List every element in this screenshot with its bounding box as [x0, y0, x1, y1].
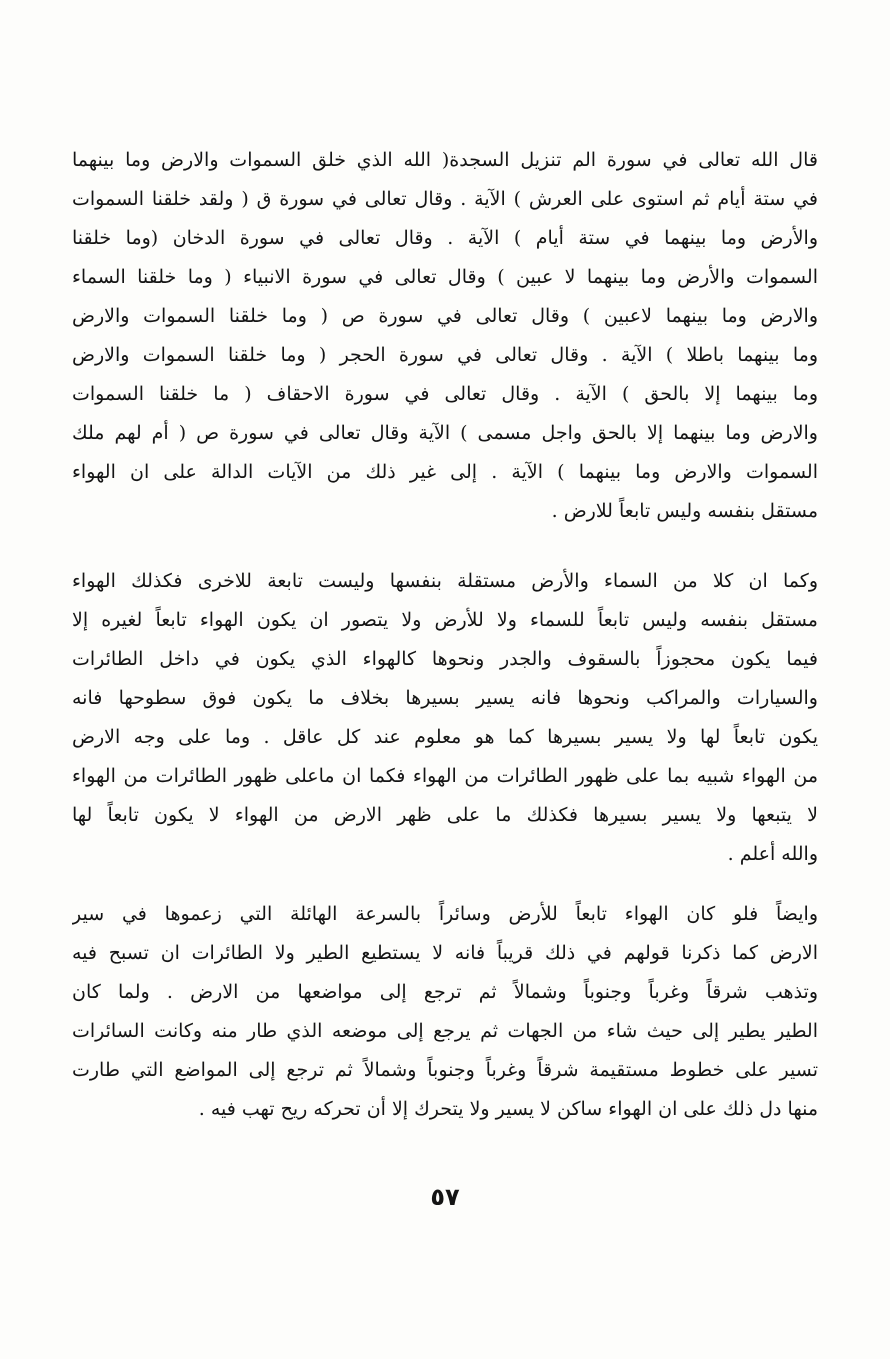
text-line: مستقل بنفسه وليس تابعاً للارض .: [551, 500, 818, 522]
paragraph-birds-argument: [72, 895, 818, 1129]
text-line: يكون تابعاً لها ولا يسير بسيرها كما هو معلوم عند كل عاقل . وما على وجه الارض: [72, 726, 818, 748]
text-line: تسير على خطوط مستقيمة شرقاً وغرباً وجنوباً وشمالاً ثم ترجع إلى المواضع التي طارت: [72, 1059, 818, 1081]
text-line: مستقل بنفسه وليس تابعاً للسماء ولا للأرض ولا يتصور ان يكون الهواء تابعاً لغيره إلا: [72, 609, 818, 631]
text-line: لا يتبعها ولا يسير بسيرها فكذلك ما على ظهر الارض من الهواء لا يكون تابعاً لها: [72, 804, 818, 826]
text-line: وايضاً فلو كان الهواء تابعاً للأرض وسائراً بالسرعة الهائلة التي زعموها في سير: [72, 903, 818, 925]
text-line: والارض وما بينهما لاعبين ) وقال تعالى في سورة ص ( وما خلقنا السموات والارض: [72, 305, 818, 327]
text-line: وكما ان كلا من السماء والأرض مستقلة بنفسها وليست تابعة للاخرى فكذلك الهواء: [72, 570, 818, 592]
text-line: فيما يكون محجوزاً بالسقوف والجدر ونحوها كالهواء الذي يكون في داخل الطائرات: [72, 648, 818, 670]
text-line: وتذهب شرقاً وغرباً وجنوباً وشمالاً ثم ترجع إلى مواضعها من الارض . ولما كان: [72, 981, 818, 1003]
text-line: الارض كما ذكرنا قولهم في ذلك قريباً فانه لا يستطيع الطير ولا الطائرات ان تسبح فيه: [72, 942, 818, 964]
page-number: ٥٧: [430, 1183, 460, 1211]
text-line: والارض وما بينهما إلا بالحق واجل مسمى ) الآية وقال تعالى في سورة ص ( أم لهم ملك: [72, 422, 818, 444]
text-line: وما بينهما باطلا ) الآية . وقال تعالى في سورة الحجر ( وما خلقنا السموات والارض: [72, 344, 818, 366]
text-line: في ستة أيام ثم استوى على العرش ) الآية . وقال تعالى في سورة ق ( ولقد خلقنا السموات: [72, 188, 818, 210]
text-line: الطير يطير إلى حيث شاء من الجهات ثم يرجع إلى موضعه الذي طار منه وكانت السائرات: [72, 1020, 818, 1042]
paragraph-air-independence: [72, 562, 818, 874]
paragraph-quran-verses: [72, 141, 818, 531]
text-line: السموات والأرض وما بينهما لا عبين ) وقال تعالى في سورة الانبياء ( وما خلقنا السماء: [72, 266, 818, 288]
text-line: قال الله تعالى في سورة الم تنزيل السجدة( الله الذي خلق السموات والارض وما بينهما: [72, 149, 818, 171]
text-line: وما بينهما إلا بالحق ) الآية . وقال تعالى في سورة الاحقاف ( ما خلقنا السموات: [72, 383, 818, 405]
text-line: من الهواء شبيه بما على ظهور الطائرات من الهواء فكما ان ماعلى ظهور الطائرات من الهواء: [72, 765, 818, 787]
text-line: والسيارات والمراكب ونحوها فانه يسير بسيرها بخلاف ما يكون فوق سطوحها فانه: [72, 687, 818, 709]
text-line: السموات والارض وما بينهما ) الآية . إلى غير ذلك من الآيات الدالة على ان الهواء: [72, 461, 818, 483]
text-line: والأرض وما بينهما في ستة أيام ) الآية . وقال تعالى في سورة الدخان (وما خلقنا: [72, 227, 818, 249]
text-line: منها دل ذلك على ان الهواء ساكن لا يسير ولا يتحرك إلا أن تحركه ريح تهب فيه .: [198, 1098, 818, 1120]
text-line: والله أعلم .: [727, 843, 818, 865]
